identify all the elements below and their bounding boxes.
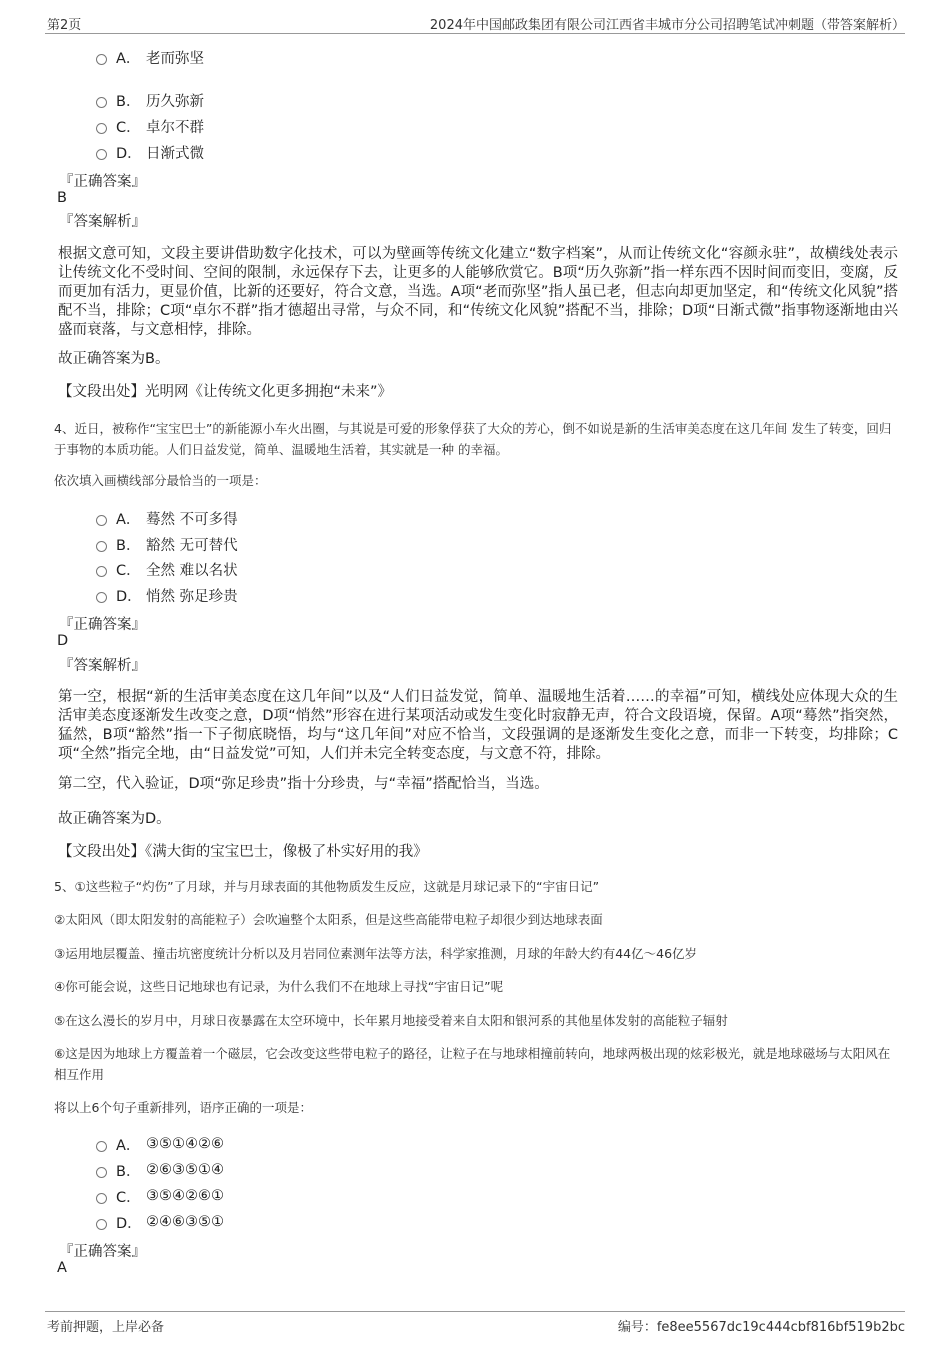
radio-icon[interactable] bbox=[96, 149, 107, 160]
q4-analysis-2: 第二空，代入验证，D项“弥足珍贵”指十分珍贵，与“幸福”搭配恰当，当选。 bbox=[58, 776, 549, 792]
q5-sentence-2: ②太阳风（即太阳发射的高能粒子）会吹遍整个太阳系，但是这些高能带电粒子却很少到达地球表面 bbox=[54, 912, 603, 927]
q3-answer: B bbox=[57, 190, 67, 206]
q4-option-a[interactable]: A． 蓦然 不可多得 bbox=[96, 507, 238, 529]
radio-icon[interactable] bbox=[96, 1167, 107, 1178]
q5-sentence-6: ⑥这是因为地球上方覆盖着一个磁层，它会改变这些带电粒子的路径，让粒子在与地球相撞前转向，地球两极出现的炫彩极光，就是地球磁场与太阳风在相互作用 bbox=[54, 1046, 891, 1082]
q4-analysis: 第一空，根据“新的生活审美态度在这几年间”以及“人们日益发觉，简单、温暖地生活着……的幸福”可知，横线处应体现大众的生活审美态度逐渐发生改变之意，D项“悄然”形容在进行某项活动或发生变化时寂静无声，符合文段语境，保留。A项“蓦然”指突然，猛然，B项“豁然”指一下子彻底晓悟，均与“这几年间”对应不恰当，文段强调的是逐渐发生变化之意，而非一下转变，均排除；C项“全然”指完全地，由“日益发觉”可知，人们并未完全转变态度，与文意不符，排除。 bbox=[58, 689, 898, 762]
q5-option-d[interactable]: D． ②④⑥③⑤① bbox=[96, 1211, 224, 1233]
q5-sentence-1: 5、①这些粒子“灼伤”了月球，并与月球表面的其他物质发生反应，这就是月球记录下的“宇宙日记” bbox=[54, 879, 600, 894]
q4-option-b[interactable]: B． 豁然 无可替代 bbox=[96, 533, 238, 555]
q3-analysis: 根据文意可知，文段主要讲借助数字化技术，可以为壁画等传统文化建立“数字档案”，从而让传统文化“容颜永驻”，故横线处表示让传统文化不受时间、空间的限制，永远保存下去，让更多的人能够欣赏它。B项“历久弥新”指一样东西不因时间而变旧，变腐，反而更加有活力，更显价值，比新的还要好，符合文意，当选。A项“老而弥坚”指人虽已老，但志向却更加坚定，和“传统文化风貌”搭配不当，排除；C项“卓尔不群”指才德超出寻常，与众不同，和“传统文化风貌”搭配不当，排除；D项“日渐式微”指事物逐渐地由兴盛而衰落，与文意相悖，排除。 bbox=[58, 246, 898, 338]
q5-option-a[interactable]: A． ③⑤①④②⑥ bbox=[96, 1133, 224, 1155]
q4-conclusion: 故正确答案为D。 bbox=[58, 811, 171, 827]
q4-answer-label: 『正确答案』 bbox=[59, 617, 146, 633]
q4-prompt: 依次填入画横线部分最恰当的一项是： bbox=[54, 473, 267, 488]
radio-icon[interactable] bbox=[96, 1193, 107, 1204]
radio-icon[interactable] bbox=[96, 592, 107, 603]
q5-answer: A bbox=[57, 1260, 67, 1276]
q4-analysis-label: 『答案解析』 bbox=[59, 658, 146, 674]
q5-sentence-5: ⑤在这么漫长的岁月中，月球日夜暴露在太空环境中，长年累月地接受着来自太阳和银河系的其他星体发射的高能粒子辐射 bbox=[54, 1013, 728, 1028]
radio-icon[interactable] bbox=[96, 97, 107, 108]
document-title: 2024年中国邮政集团有限公司江西省丰城市分公司招聘笔试冲刺题（带答案解析） bbox=[429, 18, 905, 33]
radio-icon[interactable] bbox=[96, 123, 107, 134]
q3-answer-label: 『正确答案』 bbox=[59, 174, 146, 190]
q4-option-d[interactable]: D． 悄然 弥足珍贵 bbox=[96, 584, 238, 606]
page-number: 第2页 bbox=[47, 18, 82, 33]
document-code: 编号：fe8ee5567dc19c444cbf816bf519b2bc bbox=[617, 1320, 905, 1335]
radio-icon[interactable] bbox=[96, 1219, 107, 1230]
q4-answer: D bbox=[57, 633, 69, 649]
radio-icon[interactable] bbox=[96, 1141, 107, 1152]
page-header bbox=[45, 11, 905, 34]
q3-conclusion: 故正确答案为B。 bbox=[58, 351, 170, 367]
q5-prompt: 将以上6个句子重新排列，语序正确的一项是： bbox=[54, 1100, 312, 1115]
radio-icon[interactable] bbox=[96, 566, 107, 577]
radio-icon[interactable] bbox=[96, 54, 107, 65]
radio-icon[interactable] bbox=[96, 541, 107, 552]
q5-sentence-4: ④你可能会说，这些日记地球也有记录，为什么我们不在地球上寻找“宇宙日记”呢 bbox=[54, 979, 504, 994]
q3-option-c[interactable]: C． 卓尔不群 bbox=[96, 115, 204, 137]
q3-option-d[interactable]: D． 日渐式微 bbox=[96, 141, 204, 163]
q3-option-a[interactable]: A． 老而弥坚 bbox=[96, 46, 204, 68]
q4-stem: 4、近日，被称作“宝宝巴士”的新能源小车火出圈，与其说是可爱的形象俘获了大众的芳心，倒不如说是新的生活审美态度在这几年间 发生了转变，回归于事物的本质功能。人们日益发觉，简单、温暖地生活着，其实就是一种 的幸福。 bbox=[54, 421, 892, 457]
q5-option-b[interactable]: B． ②⑥③⑤①④ bbox=[96, 1159, 224, 1181]
q5-answer-label: 『正确答案』 bbox=[59, 1244, 146, 1260]
q3-source: 【文段出处】光明网《让传统文化更多拥抱“未来”》 bbox=[58, 384, 393, 400]
q3-analysis-label: 『答案解析』 bbox=[59, 214, 146, 230]
q3-option-b[interactable]: B． 历久弥新 bbox=[96, 89, 204, 111]
footer-slogan: 考前押题，上岸必备 bbox=[47, 1320, 165, 1335]
q5-sentence-3: ③运用地层覆盖、撞击坑密度统计分析以及月岩同位素测年法等方法，科学家推测，月球的年龄大约有44亿～46亿岁 bbox=[54, 946, 698, 961]
page-footer bbox=[45, 1311, 905, 1336]
q4-option-c[interactable]: C． 全然 难以名状 bbox=[96, 558, 238, 580]
radio-icon[interactable] bbox=[96, 515, 107, 526]
q4-source: 【文段出处】《满大街的宝宝巴士，像极了朴实好用的我》 bbox=[58, 844, 428, 860]
q5-option-c[interactable]: C． ③⑤④②⑥① bbox=[96, 1185, 224, 1207]
